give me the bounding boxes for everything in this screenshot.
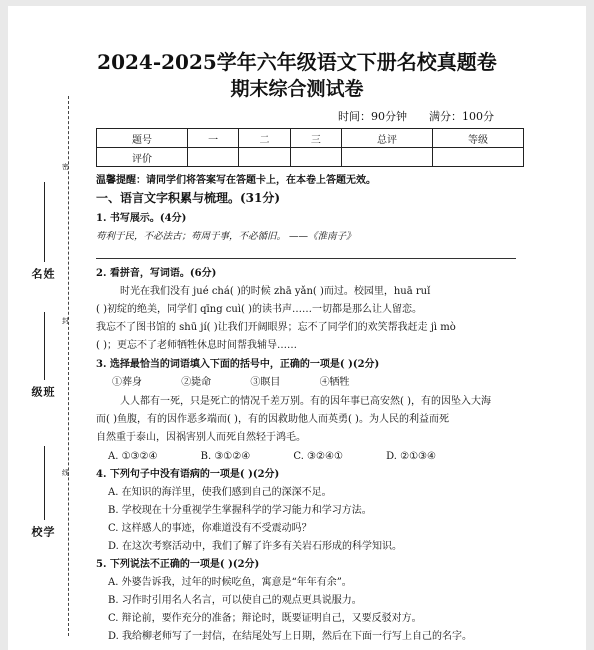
score-header-cell: 一 — [187, 129, 238, 148]
score-cell[interactable] — [290, 148, 341, 167]
score-table-row — [97, 148, 524, 167]
score-cell[interactable] — [187, 148, 238, 167]
binding-dashed-line — [68, 96, 69, 636]
q3-word: ③瞑目 — [250, 377, 281, 388]
time-limit: 时间：90分钟 — [338, 110, 407, 123]
q2-line: ( )；更忘不了老师牺牲休息时间帮我辅导…… — [96, 340, 297, 351]
exam-title: 2024-2025学年六年级语文下册名校真题卷 — [97, 50, 497, 74]
q5-title: 5. 下列说法不正确的一项是( )(2分) — [96, 559, 260, 570]
q5-option: D. 我给柳老师写了一封信，在结尾处写上日期，然后在下面一行写上自己的名字。 — [108, 631, 473, 642]
q2-line: 时光在我们没有 jué chá( )的时候 zhā yǎn( )而过。校园里，huā ruǐ — [120, 286, 431, 297]
full-score: 满分：100分 — [429, 110, 494, 123]
score-cell[interactable] — [342, 148, 433, 167]
q1-quote: 苟利于民，不必法古；苟周于事，不必循旧。 ——《淮南子》 — [96, 231, 356, 242]
score-table-header — [97, 129, 524, 148]
q4-option: C. 这样感人的事迹，你难道没有不受震动吗？ — [108, 523, 312, 534]
q2-line: 我忘不了图书馆的 shū jí( )让我们开阔眼界；忘不了同学们的欢笑帮我赶走 jì mò — [96, 322, 456, 333]
score-header-cell: 等级 — [433, 129, 524, 148]
score-header-cell: 总评 — [342, 129, 433, 148]
q2-title: 2. 看拼音，写词语。(6分) — [96, 268, 217, 279]
school-line — [44, 446, 45, 520]
q4-option: B. 学校现在十分重视学生掌握科学的学习能力和学习方法。 — [108, 505, 372, 516]
q3-title: 3. 选择最恰当的词语填入下面的括号中，正确的一项是( )(2分) — [96, 359, 380, 370]
score-row-label: 评价 — [97, 148, 188, 167]
q3-line: 而( )鱼腹，有的因作恶多端而( )，有的因救助他人而英勇( )。为人民的利益而死 — [96, 414, 449, 425]
q3-answer: A. ①③②④ — [108, 451, 158, 462]
q3-answer: D. ②①③④ — [386, 451, 436, 462]
q5-option: B. 习作时引用名人名言，可以使自己的观点更具说服力。 — [108, 595, 362, 606]
q5-option: A. 外婆告诉我，过年的时候吃鱼，寓意是“年年有余”。 — [108, 577, 352, 588]
class-line — [44, 312, 45, 380]
class-label: 班级 — [30, 386, 55, 397]
exam-subtitle: 期末综合测试卷 — [230, 78, 364, 100]
school-label: 学校 — [30, 526, 55, 537]
seal-mark-feng: 封 — [62, 317, 69, 325]
section-1-heading: 一、语言文字积累与梳理。(31分) — [96, 191, 281, 205]
notice: 温馨提醒：请同学们将答案写在答题卡上，在本卷上答题无效。 — [96, 175, 376, 186]
q3-word: ①葬身 — [112, 377, 142, 388]
exam-page — [8, 6, 586, 650]
q3-answer-options — [108, 450, 436, 464]
seal-mark-xian: 线 — [62, 469, 69, 477]
score-header-cell: 题号 — [97, 129, 188, 148]
time-score-line — [338, 108, 494, 124]
q4-option: D. 在这次考察活动中，我们了解了许多有关岩石形成的科学知识。 — [108, 541, 403, 552]
score-header-cell: 三 — [290, 129, 341, 148]
score-cell[interactable] — [239, 148, 290, 167]
name-line — [44, 182, 45, 262]
name-label: 姓名 — [30, 268, 55, 279]
score-cell[interactable] — [433, 148, 524, 167]
q3-answer: C. ③②④① — [293, 451, 343, 462]
q3-line: 自然重于泰山，因祸害别人而死自然轻于鸿毛。 — [96, 432, 306, 443]
q3-word: ④牺牲 — [319, 377, 350, 388]
q3-word: ②毙命 — [181, 377, 212, 388]
q3-word-options — [112, 376, 350, 390]
q1-title: 1. 书写展示。(4分) — [96, 213, 187, 224]
score-header-cell: 二 — [239, 129, 290, 148]
seal-mark-mi: 密 — [62, 163, 69, 171]
q3-answer: B. ③①②④ — [200, 451, 251, 462]
writing-line — [96, 258, 516, 259]
score-table — [96, 128, 524, 167]
q4-option: A. 在知识的海洋里，使我们感到自己的深深不足。 — [108, 487, 332, 498]
q2-line: ( )初绽的绝美，同学们 qīng cuì( )的读书声……一切都是那么让人留恋。 — [96, 304, 423, 315]
q4-title: 4. 下列句子中没有语病的一项是( )(2分) — [96, 469, 280, 480]
q5-option: C. 辩论前，要作充分的准备；辩论时，既要证明自己，又要反驳对方。 — [108, 613, 422, 624]
q3-line: 人人都有一死，只是死亡的情况千差万别。有的因年事已高安然( )，有的因坠入大海 — [120, 396, 491, 407]
